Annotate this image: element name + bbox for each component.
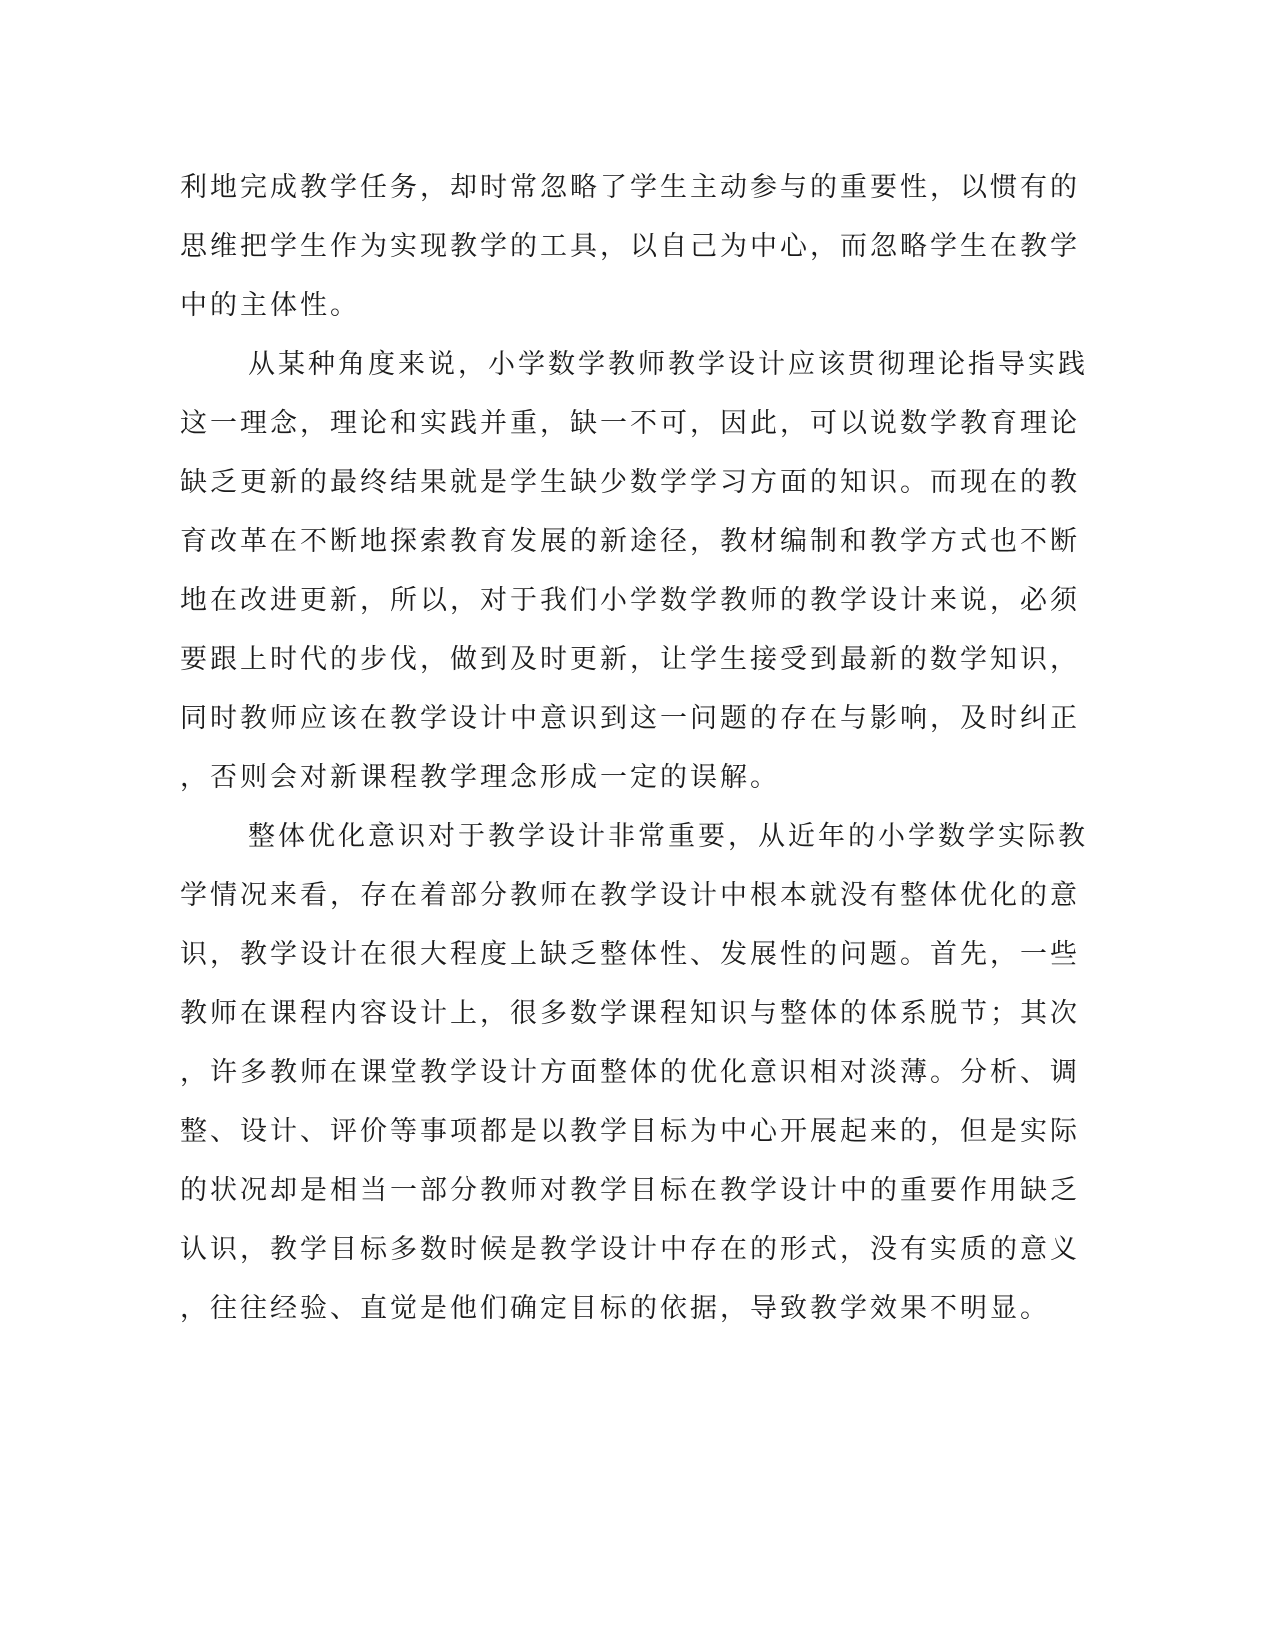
paragraph-3 xyxy=(180,807,1088,1338)
body-text xyxy=(180,158,1088,1338)
text-line: ，否则会对新课程教学理念形成一定的误解。 xyxy=(180,762,780,793)
text-line: 的状况却是相当一部分教师对教学目标在教学设计中的重要作用缺乏 xyxy=(180,1175,1080,1206)
paragraph-2 xyxy=(180,335,1088,807)
text-line: 认识，教学目标多数时候是教学设计中存在的形式，没有实质的意义 xyxy=(180,1234,1080,1265)
text-line: 识，教学设计在很大程度上缺乏整体性、发展性的问题。首先，一些 xyxy=(180,939,1080,970)
text-line-first: 从某种角度来说，小学数学教师教学设计应该贯彻理论指导实践 xyxy=(248,349,1088,380)
text-line: 这一理念，理论和实践并重，缺一不可，因此，可以说数学教育理论 xyxy=(180,408,1080,439)
text-line: 同时教师应该在教学设计中意识到这一问题的存在与影响，及时纠正 xyxy=(180,703,1080,734)
text-line: ，许多教师在课堂教学设计方面整体的优化意识相对淡薄。分析、调 xyxy=(180,1057,1080,1088)
text-line: 缺乏更新的最终结果就是学生缺少数学学习方面的知识。而现在的教 xyxy=(180,467,1080,498)
text-line: 中的主体性。 xyxy=(180,290,360,321)
text-line: 利地完成教学任务，却时常忽略了学生主动参与的重要性，以惯有的 xyxy=(180,172,1080,203)
text-line: 育改革在不断地探索教育发展的新途径，教材编制和教学方式也不断 xyxy=(180,526,1080,557)
text-line-first: 整体优化意识对于教学设计非常重要，从近年的小学数学实际教 xyxy=(248,821,1088,852)
text-line: 整、设计、评价等事项都是以教学目标为中心开展起来的，但是实际 xyxy=(180,1116,1080,1147)
paragraph-1 xyxy=(180,158,1080,335)
text-line: 教师在课程内容设计上，很多数学课程知识与整体的体系脱节；其次 xyxy=(180,998,1080,1029)
text-line: 地在改进更新，所以，对于我们小学数学教师的教学设计来说，必须 xyxy=(180,585,1080,616)
text-line: ，往往经验、直觉是他们确定目标的依据，导致教学效果不明显。 xyxy=(180,1293,1050,1324)
text-line: 要跟上时代的步伐，做到及时更新，让学生接受到最新的数学知识， xyxy=(180,644,1080,675)
text-line: 学情况来看，存在着部分教师在教学设计中根本就没有整体优化的意 xyxy=(180,880,1080,911)
text-line: 思维把学生作为实现教学的工具，以自己为中心，而忽略学生在教学 xyxy=(180,231,1080,262)
